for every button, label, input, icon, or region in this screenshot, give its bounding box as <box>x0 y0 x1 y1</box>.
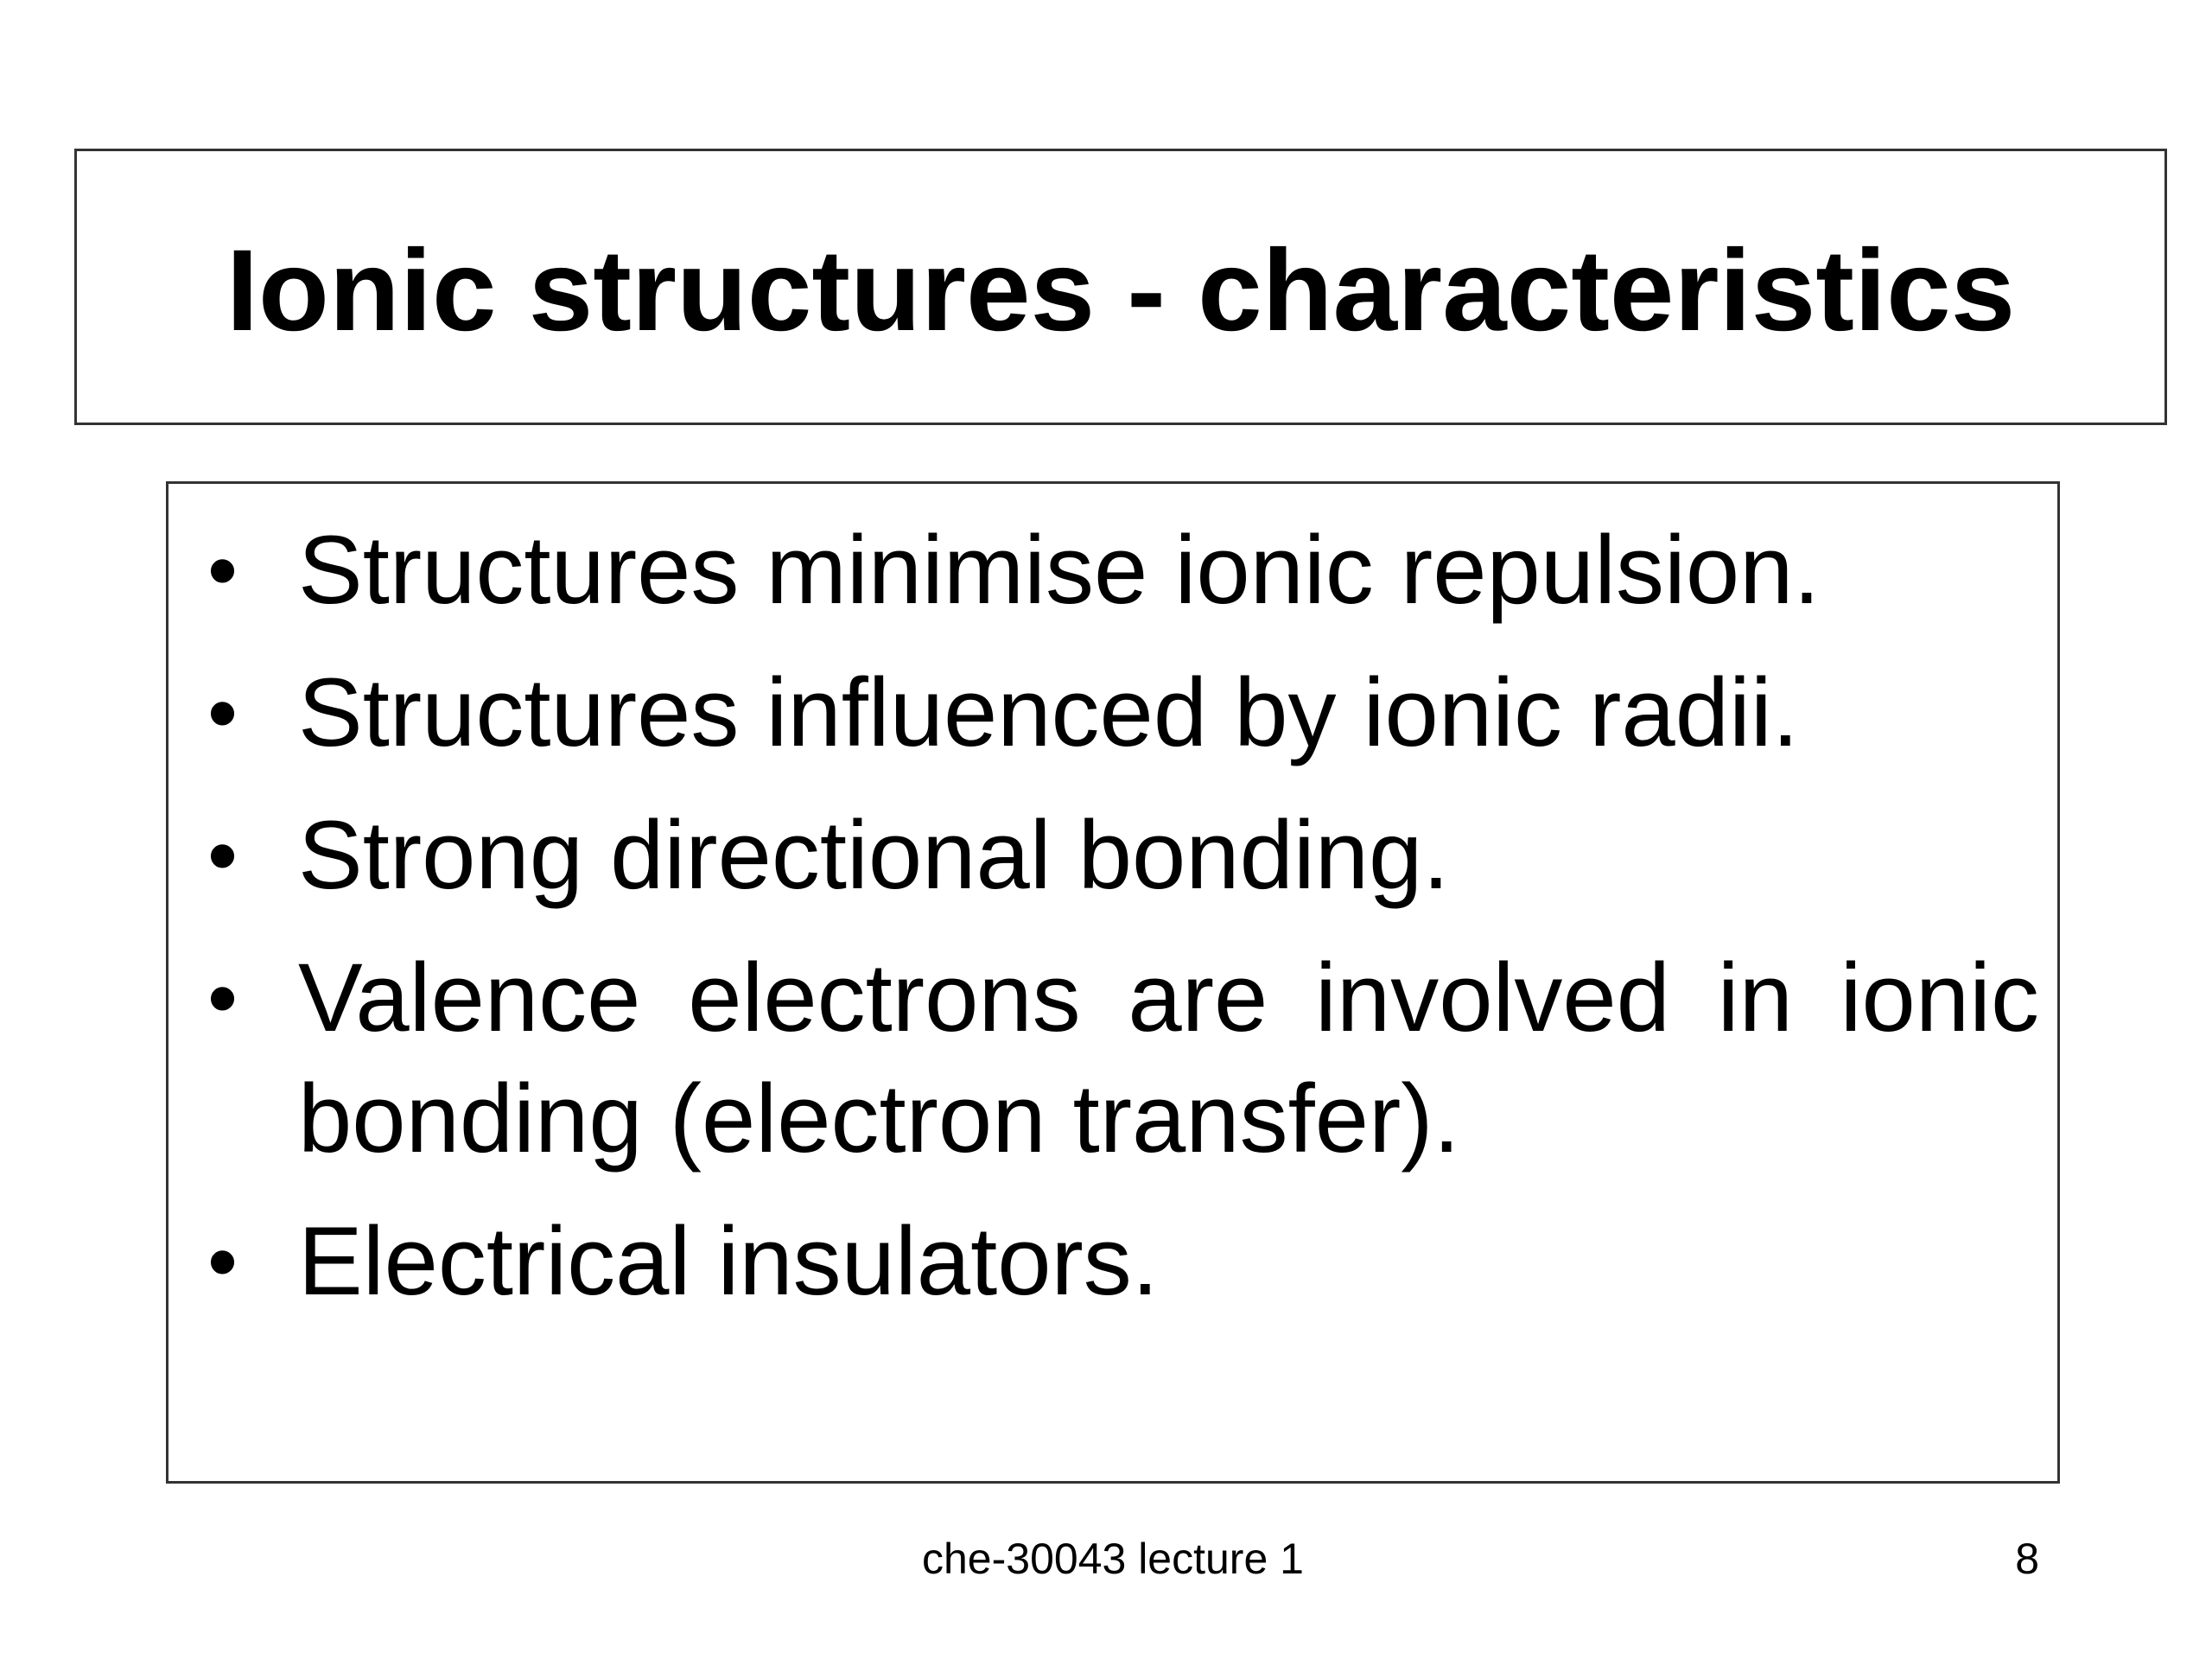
bullet-icon: • <box>207 664 238 761</box>
slide-title: Ionic structures - characteristics <box>226 226 2016 355</box>
bullet-text: Electrical insulators. <box>298 1207 1159 1315</box>
bullet-item <box>190 652 2039 773</box>
bullet-item <box>190 510 2039 631</box>
bullet-list <box>190 510 2039 1344</box>
bullet-text: Structures influenced by ionic radii. <box>298 658 1799 766</box>
bullet-icon: • <box>207 1213 238 1310</box>
bullet-item <box>190 938 2039 1179</box>
slide-body-box <box>166 481 2060 1484</box>
slide-title-box <box>74 149 2167 425</box>
bullet-icon: • <box>207 950 238 1046</box>
bullet-item <box>190 795 2039 916</box>
footer-lecture-label: che-30043 lecture 1 <box>922 1535 1304 1583</box>
bullet-item <box>190 1201 2039 1322</box>
bullet-icon: • <box>207 522 238 619</box>
bullet-text: Strong directional bonding. <box>298 801 1450 909</box>
bullet-text: Valence electrons are involved in ionic bonding (electron transfer). <box>298 944 2039 1173</box>
page-number: 8 <box>2015 1535 2039 1583</box>
bullet-text: Structures minimise ionic repulsion. <box>298 516 1821 624</box>
bullet-icon: • <box>207 807 238 904</box>
